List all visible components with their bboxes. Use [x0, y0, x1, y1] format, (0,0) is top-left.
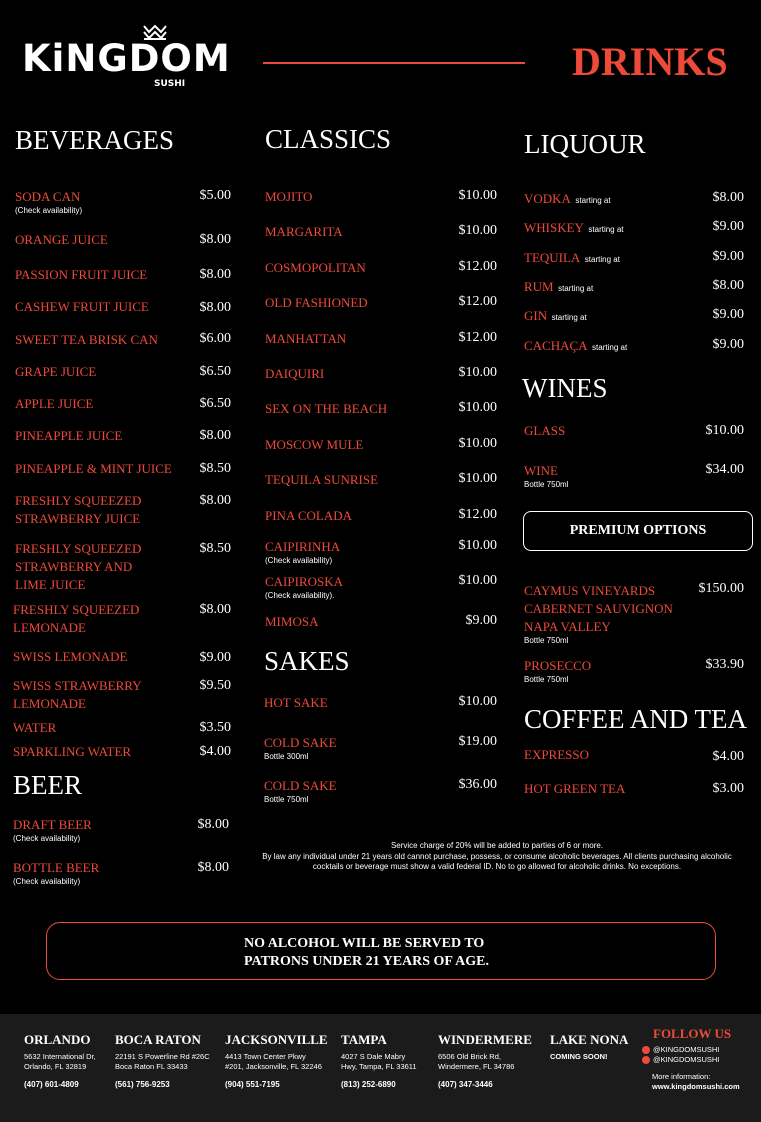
section-title-sakes: SAKES [264, 646, 350, 676]
menu-item [15, 427, 190, 445]
location-address: 4413 Town Center Pkwy [225, 1052, 306, 1061]
more-info [652, 1072, 740, 1092]
menu-item [265, 223, 450, 241]
section-title-liquour: LIQUOUR [524, 129, 646, 159]
facebook-icon [642, 1056, 650, 1064]
item-price: $10.00 [458, 188, 497, 203]
item-price: $6.50 [199, 396, 231, 411]
item-name: PINEAPPLE & MINT JUICE [15, 461, 172, 476]
location-orlando [24, 1032, 96, 1072]
section-title-beer: BEER [13, 770, 83, 800]
item-name: GRAPE JUICE [15, 364, 97, 379]
item-name: TEQUILA [524, 250, 581, 265]
item-price: $10.00 [458, 400, 497, 415]
item-price: $8.50 [199, 461, 231, 476]
item-name: CACHAÇA [524, 338, 588, 353]
alcohol-warning-text [244, 935, 489, 971]
item-price: $9.50 [199, 678, 231, 693]
item-name: ORANGE JUICE [15, 232, 108, 247]
item-price: $8.00 [199, 267, 231, 282]
menu-item [15, 331, 190, 349]
item-name: FRESHLY SQUEEZED STRAWBERRY JUICE [15, 493, 142, 526]
item-price: $33.90 [705, 657, 744, 672]
menu-item [265, 573, 450, 601]
item-price: $6.00 [199, 331, 231, 346]
menu-item [15, 540, 165, 594]
menu-item [265, 365, 450, 383]
header-divider [263, 62, 525, 64]
menu-item [13, 648, 188, 666]
location-address: 22191 S Powerline Rd #26C [115, 1052, 210, 1061]
menu-item [524, 219, 704, 237]
item-name: DRAFT BEER [13, 817, 92, 832]
location-phone[interactable]: (407) 601-4809 [24, 1080, 79, 1089]
location-address: Boca Raton FL 33433 [115, 1062, 188, 1071]
menu-item [13, 859, 188, 887]
item-price: $6.50 [199, 364, 231, 379]
item-price: $4.00 [199, 744, 231, 759]
item-price: $5.00 [199, 188, 231, 203]
menu-item [524, 190, 704, 208]
location-address: Windermere, FL 34786 [438, 1062, 515, 1071]
logo-text: KiNGDOM [22, 37, 231, 80]
menu-item [15, 298, 190, 316]
item-price: $8.00 [712, 278, 744, 293]
alcohol-warning-line: NO ALCOHOL WILL BE SERVED TO [244, 936, 485, 951]
section-title-classics: CLASSICS [265, 124, 392, 154]
item-price: $9.00 [712, 307, 744, 322]
item-price: $9.00 [712, 249, 744, 264]
menu-item [15, 460, 190, 478]
kingdom-sushi-logo [22, 24, 231, 90]
item-price: $8.00 [199, 602, 231, 617]
item-note: starting at [558, 284, 594, 293]
facebook-link[interactable] [642, 1055, 719, 1064]
item-price: $9.00 [712, 337, 744, 352]
item-name: DAIQUIRI [265, 366, 325, 381]
service-notice [262, 841, 732, 873]
item-note: starting at [592, 343, 628, 352]
item-name: CASHEW FRUIT JUICE [15, 299, 149, 314]
item-price: $12.00 [458, 507, 497, 522]
item-price: $9.00 [712, 219, 744, 234]
menu-item [524, 337, 704, 355]
item-name: SPARKLING WATER [13, 744, 132, 759]
item-name: FRESHLY SQUEEZED STRAWBERRY AND LIME JUICE [15, 541, 142, 592]
item-name: RUM [524, 279, 554, 294]
item-note: starting at [575, 196, 611, 205]
item-note: starting at [584, 255, 620, 264]
location-phone[interactable]: (904) 551-7195 [225, 1080, 280, 1089]
menu-item [524, 307, 704, 325]
item-price: $8.00 [712, 190, 744, 205]
menu-item [15, 363, 190, 381]
alcohol-warning-line: PATRONS UNDER 21 YEARS OF AGE. [244, 954, 490, 969]
item-name: MANHATTAN [265, 331, 347, 346]
item-price: $10.00 [458, 223, 497, 238]
menu-item [265, 259, 450, 277]
item-note: Bottle 300ml [264, 752, 309, 761]
item-name: COLD SAKE [264, 735, 337, 750]
item-name: BOTTLE BEER [13, 860, 100, 875]
menu-item [524, 249, 704, 267]
section-title-coffee: COFFEE AND TEA [524, 704, 748, 734]
menu-item [13, 743, 188, 761]
notice-service-charge: Service charge of 20% will be added to parties of 6 or more. [390, 841, 604, 850]
menu-item [13, 816, 188, 844]
location-jacksonville [225, 1032, 328, 1072]
menu-item [15, 188, 190, 216]
menu-item [15, 395, 190, 413]
location-name: BOCA RATON [115, 1032, 201, 1047]
location-windermere [438, 1032, 532, 1072]
menu-item [265, 400, 450, 418]
item-name: SODA CAN [15, 189, 81, 204]
item-price: $10.00 [458, 365, 497, 380]
item-price: $12.00 [458, 294, 497, 309]
item-note: Bottle 750ml [524, 636, 569, 645]
menu-item [524, 780, 704, 798]
follow-us-title: FOLLOW US [653, 1026, 732, 1041]
item-name: VODKA [524, 191, 571, 206]
item-name: SWISS LEMONADE [13, 649, 128, 664]
item-name: MOSCOW MULE [265, 437, 364, 452]
menu-item [265, 188, 450, 206]
item-price: $10.00 [458, 538, 497, 553]
menu-item [265, 538, 450, 566]
item-note: (Check availability) [13, 834, 81, 843]
menu-item [15, 231, 190, 249]
premium-options-label: PREMIUM OPTIONS [523, 511, 753, 551]
more-info-label: More information: [652, 1072, 711, 1081]
item-price: $10.00 [458, 694, 497, 709]
item-price: $4.00 [712, 749, 744, 764]
location-lake-nona [550, 1032, 628, 1061]
item-price: $8.50 [199, 541, 231, 556]
menu-item [265, 294, 450, 312]
item-name: TEQUILA SUNRISE [265, 472, 379, 487]
item-name: HOT GREEN TEA [524, 781, 626, 796]
instagram-link[interactable] [642, 1045, 719, 1054]
item-price: $8.00 [199, 493, 231, 508]
item-name: CAIPIRINHA [265, 539, 341, 554]
menu-item [524, 462, 704, 490]
item-name: SWISS STRAWBERRY LEMONADE [13, 678, 142, 711]
location-name: JACKSONVILLE [225, 1032, 328, 1047]
instagram-icon [642, 1046, 650, 1054]
item-name: SWEET TEA BRISK CAN [15, 332, 158, 347]
item-note: starting at [588, 225, 624, 234]
section-title-wines: WINES [522, 373, 608, 403]
item-price: $36.00 [458, 777, 497, 792]
location-address: #201, Jacksonville, FL 32246 [225, 1062, 322, 1071]
alcohol-warning-box [46, 922, 716, 980]
item-name: FRESHLY SQUEEZED LEMONADE [13, 602, 140, 635]
location-name: TAMPA [341, 1032, 387, 1047]
location-boca-raton [115, 1032, 210, 1072]
page-title: DRINKS [572, 39, 728, 84]
logo-subtext: SUSHI [154, 79, 186, 89]
item-price: $8.00 [199, 428, 231, 443]
item-price: $10.00 [458, 471, 497, 486]
item-name: PINEAPPLE JUICE [15, 428, 123, 443]
menu-item [524, 657, 704, 685]
location-address: Hwy, Tampa, FL 33611 [341, 1062, 417, 1071]
item-name: WATER [13, 720, 57, 735]
website-link[interactable]: www.kingdomsushi.com [652, 1082, 740, 1091]
location-address: Orlando, FL 32819 [24, 1062, 87, 1071]
item-price: $8.00 [197, 817, 229, 832]
location-address: 5632 International Dr, [24, 1052, 96, 1061]
item-price: $34.00 [705, 462, 744, 477]
location-phone[interactable]: (407) 347-3446 [438, 1080, 493, 1089]
item-note: Bottle 750ml [524, 480, 569, 489]
menu-item [265, 471, 450, 489]
item-price: $8.00 [199, 300, 231, 315]
item-name: PINA COLADA [265, 508, 353, 523]
menu-item [265, 613, 450, 631]
menu-item [13, 719, 188, 737]
section-title-beverages: BEVERAGES [15, 125, 175, 155]
item-name: MARGARITA [265, 224, 343, 239]
location-name: WINDERMERE [438, 1032, 532, 1047]
menu-item [524, 746, 704, 764]
facebook-handle: @KINGDOMSUSHI [653, 1055, 720, 1064]
menu-item [524, 582, 689, 646]
menu-item [264, 694, 449, 712]
menu-item [524, 422, 704, 440]
item-name: PROSECCO [524, 658, 592, 673]
menu-item [524, 278, 704, 296]
location-name: ORLANDO [24, 1032, 91, 1047]
menu-item [265, 436, 450, 454]
item-price: $19.00 [458, 734, 497, 749]
menu-item [264, 777, 449, 805]
item-name: GIN [524, 308, 548, 323]
item-name: SEX ON THE BEACH [265, 401, 388, 416]
instagram-handle: @KINGDOMSUSHI [653, 1045, 720, 1054]
item-name: APPLE JUICE [15, 396, 94, 411]
item-price: $9.00 [465, 613, 497, 628]
item-name: COLD SAKE [264, 778, 337, 793]
footer [0, 1014, 761, 1122]
item-price: $9.00 [199, 650, 231, 665]
item-name: MOJITO [265, 189, 313, 204]
item-name: COSMOPOLITAN [265, 260, 366, 275]
item-name: CAYMUS VINEYARDS CABERNET SAUVIGNON NAPA VALLEY [524, 583, 673, 634]
menu-item [15, 266, 190, 284]
location-tampa [341, 1032, 417, 1072]
item-name: HOT SAKE [264, 695, 328, 710]
item-name: EXPRESSO [524, 747, 590, 762]
item-name: CAIPIROSKA [265, 574, 344, 589]
item-note: starting at [551, 313, 587, 322]
location-address: 4027 S Dale Mabry [341, 1052, 406, 1061]
item-name: WHISKEY [524, 220, 584, 235]
menu-item [265, 330, 450, 348]
item-price: $8.00 [199, 232, 231, 247]
location-phone[interactable]: (561) 756-9253 [115, 1080, 170, 1089]
coming-soon-label: COMING SOON! [550, 1052, 608, 1061]
item-note: (Check availability) [265, 556, 333, 565]
item-price: $8.00 [197, 860, 229, 875]
item-name: OLD FASHIONED [265, 295, 368, 310]
item-price: $10.00 [458, 436, 497, 451]
item-price: $12.00 [458, 259, 497, 274]
item-note: (Check availability) [15, 206, 83, 215]
item-name: PASSION FRUIT JUICE [15, 267, 148, 282]
item-price: $3.50 [199, 720, 231, 735]
item-name: MIMOSA [265, 614, 319, 629]
item-note: Bottle 750ml [264, 795, 309, 804]
menu-item [265, 507, 450, 525]
item-note: (Check availability). [265, 591, 335, 600]
location-address: 6506 Old Brick Rd, [438, 1052, 501, 1061]
item-note: Bottle 750ml [524, 675, 569, 684]
notice-legal: By law any individual under 21 years old cannot purchase, possess, or consume alcoholic beverages. All clients purchasing alcoholic cocktails or beverage must show a valid federal ID. No to go allowed for alcoholic drinks. No exceptions. [262, 851, 732, 871]
menu-item [13, 677, 163, 713]
location-name: LAKE NONA [550, 1032, 629, 1047]
item-note: (Check availability) [13, 877, 81, 886]
menu-item [264, 734, 449, 762]
item-name: WINE [524, 463, 558, 478]
item-price: $12.00 [458, 330, 497, 345]
item-name: GLASS [524, 423, 566, 438]
item-price: $10.00 [705, 423, 744, 438]
item-price: $10.00 [458, 573, 497, 588]
menu-item [13, 601, 163, 637]
item-price: $3.00 [712, 781, 744, 796]
menu-item [15, 492, 165, 528]
item-price: $150.00 [698, 581, 744, 596]
location-phone[interactable]: (813) 252-6890 [341, 1080, 396, 1089]
